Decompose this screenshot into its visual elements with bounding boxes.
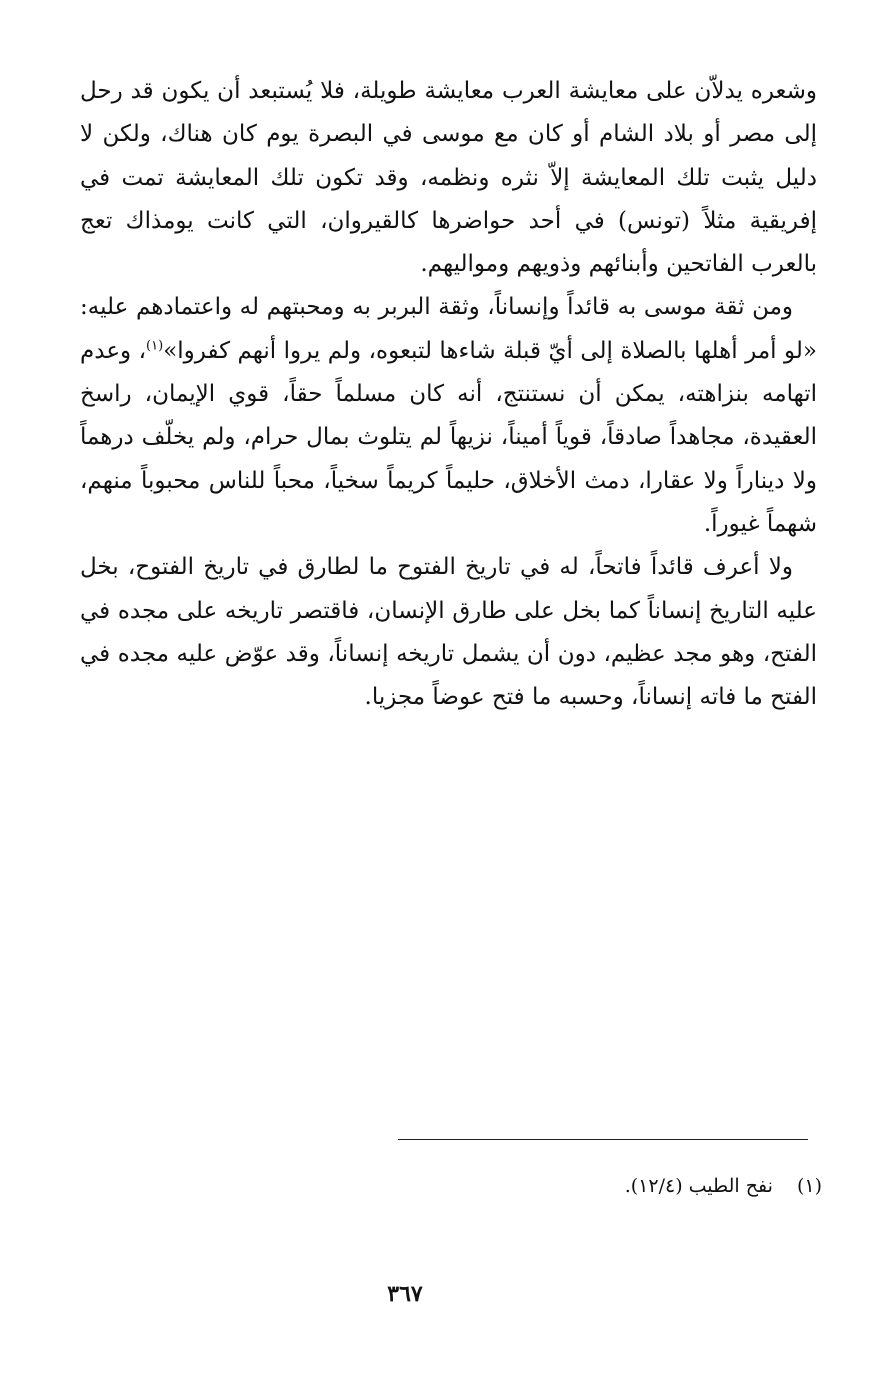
paragraph-text: ومن ثقة موسى به قائداً وإنساناً، وثقة البربر به ومحبتهم له واعتمادهم عليه: «لو أمر أهلها بالصلاة إلى أيّ قبلة شاءها لتبعوه، ولم يروا أنهم كفروا» — [80, 294, 817, 364]
footnote-text: نفح الطيب (١٢/٤). — [624, 1175, 773, 1197]
main-text-block — [80, 70, 817, 719]
paragraph-2 — [80, 286, 817, 546]
page-number: ٣٦٧ — [387, 1281, 423, 1307]
footnote-reference[interactable]: (١) — [146, 338, 164, 354]
paragraph-text: ، وعدم اتهامه بنزاهته، يمكن أن نستنتج، أنه كان مسلماً حقاً، قوي الإيمان، راسخ العقيدة، مجاهداً صادقاً، قوياً أميناً، نزيهاً لم يتلوث بمال حرام، ولم يخلّف درهماً ولا ديناراً ولا عقارا، دمث الأخلاق، حليماً كريماً سخياً، محباً للناس محبوباً منهم، شهماً غيوراً. — [80, 337, 817, 537]
paragraph-text: وشعره يدلاّن على معايشة العرب معايشة طويلة، فلا يُستبعد أن يكون قد رحل إلى مصر أو بلاد الشام أو كان مع موسى في البصرة يوم كان هناك، ولكن لا دليل يثبت تلك المعايشة إلاّ نثره ونظمه، وقد تكون تلك المعايشة تمت في إفريقية مثلاً (تونس) في أحد حواضرها كالقيروان، التي كانت يومذاك تعج بالعرب الفاتحين وأبنائهم وذويهم ومواليهم. — [80, 78, 817, 278]
paragraph-1 — [80, 70, 817, 286]
footnote-number: (١) — [796, 1175, 822, 1197]
paragraph-3 — [80, 546, 817, 719]
footnote-divider — [398, 1139, 808, 1140]
paragraph-text: ولا أعرف قائداً فاتحاً، له في تاريخ الفتوح ما لطارق في تاريخ الفتوح، بخل عليه التاريخ إنساناً كما بخل على طارق الإنسان، فاقتصر تاريخه على مجده في الفتح، وهو مجد عظيم، دون أن يشمل تاريخه إنساناً، وقد عوّض عليه مجده في الفتح ما فاته إنساناً، وحسبه ما فتح عوضاً مجزيا. — [80, 554, 817, 711]
footnote — [400, 1168, 822, 1204]
